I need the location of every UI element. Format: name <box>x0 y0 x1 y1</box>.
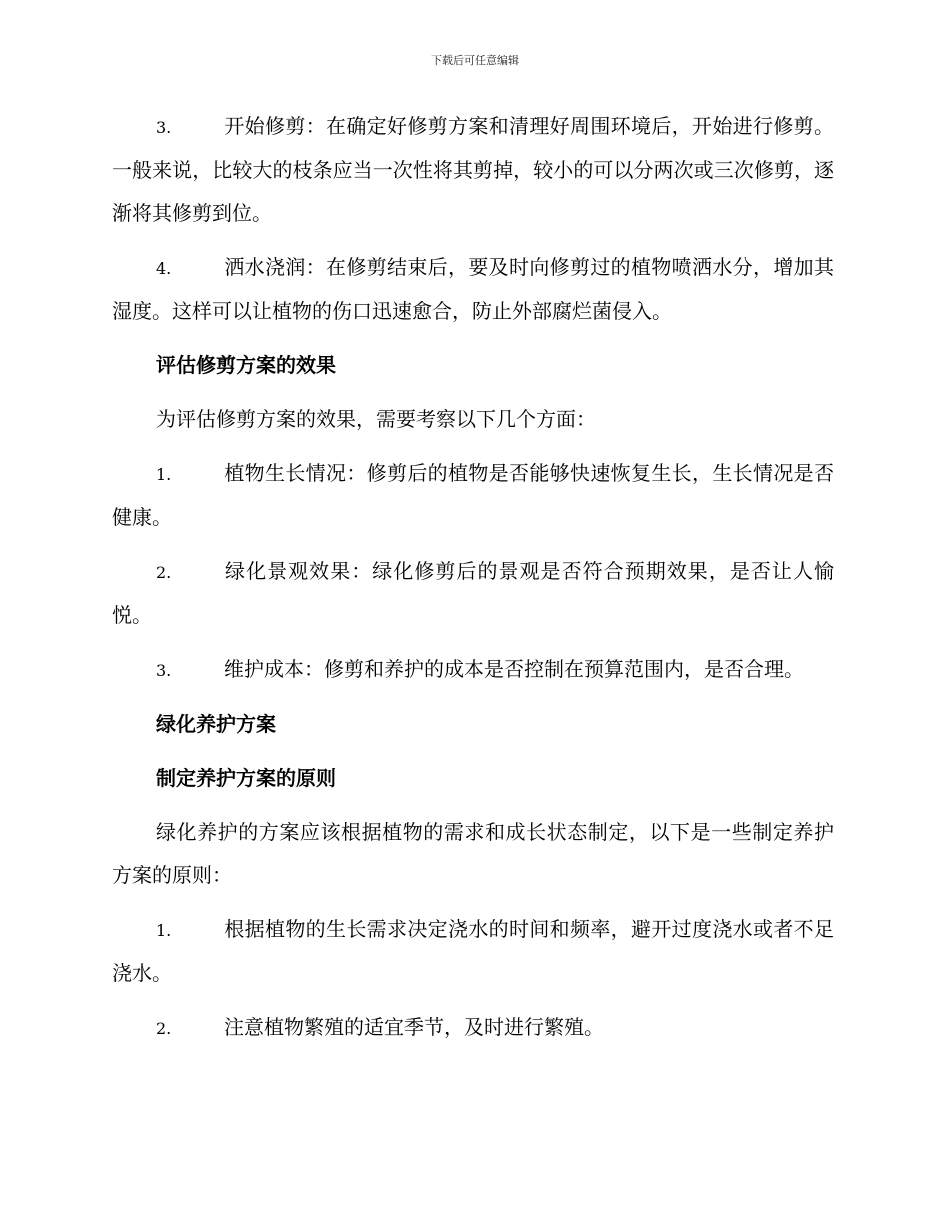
section-heading: 评估修剪方案的效果 <box>156 353 336 377</box>
section-heading: 绿化养护方案 <box>156 712 276 736</box>
page-header: 下载后可任意编辑 <box>431 54 519 67</box>
list-item-number: 1. <box>156 465 172 484</box>
list-item-text: 注意植物繁殖的适宜季节，及时进行繁殖。 <box>224 1015 604 1039</box>
list-item-number: 2. <box>156 1019 172 1038</box>
list-item-number: 3. <box>156 661 172 680</box>
list-item <box>112 105 834 235</box>
document-body <box>112 105 834 1050</box>
list-item-text: 维护成本：修剪和养护的成本是否控制在预算范围内，是否合理。 <box>224 657 804 681</box>
list-item <box>112 452 834 539</box>
list-item-number: 1. <box>156 921 172 940</box>
list-item-text: 开始修剪：在确定好修剪方案和清理好周围环境后，开始进行修剪。一般来说，比较大的枝条应当一次性将其剪掉，较小的可以分两次或三次修剪，逐渐将其修剪到位。 <box>112 114 834 225</box>
list-item-text: 根据植物的生长需求决定浇水的时间和频率，避开过度浇水或者不足浇水。 <box>112 917 834 985</box>
list-item <box>112 908 834 995</box>
list-item-text: 洒水浇润：在修剪结束后，要及时向修剪过的植物喷洒水分，增加其湿度。这样可以让植物的伤口迅速愈合，防止外部腐烂菌侵入。 <box>112 255 834 323</box>
list-item-text: 绿化景观效果：绿化修剪后的景观是否符合预期效果，是否让人愉悦。 <box>112 559 834 627</box>
list-item-number: 4. <box>156 259 172 278</box>
list-item-number: 3. <box>156 118 172 137</box>
list-item <box>112 550 834 637</box>
paragraph: 绿化养护的方案应该根据植物的需求和成长状态制定，以下是一些制定养护方案的原则： <box>112 820 834 887</box>
subsection-heading: 制定养护方案的原则 <box>156 766 336 790</box>
list-item <box>112 648 834 692</box>
list-item <box>112 1006 834 1050</box>
paragraph: 为评估修剪方案的效果，需要考察以下几个方面： <box>156 407 596 431</box>
list-item <box>112 246 834 333</box>
list-item-text: 植物生长情况：修剪后的植物是否能够快速恢复生长，生长情况是否健康。 <box>112 461 834 529</box>
list-item-number: 2. <box>156 563 172 582</box>
